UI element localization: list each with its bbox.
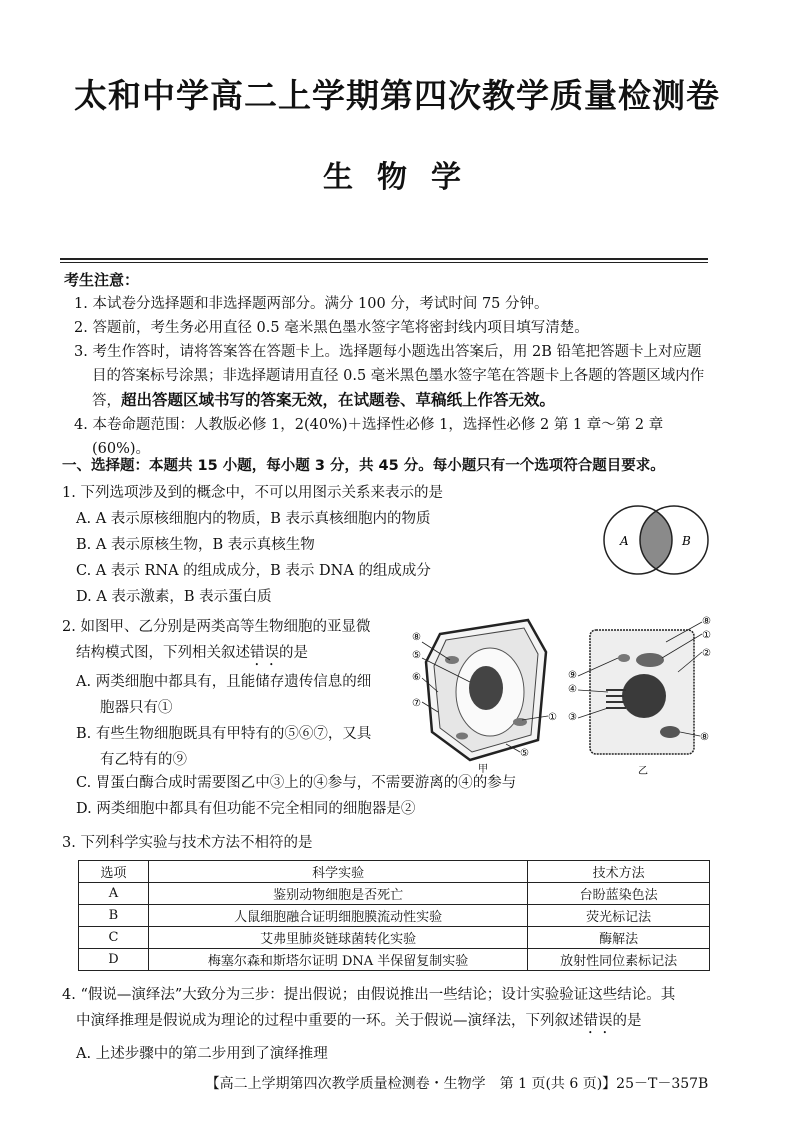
fig-yi-caption: 乙 [638, 766, 648, 777]
animal-cell-diagram [566, 612, 716, 778]
exam-subject: 生物学 [323, 160, 485, 195]
q2-option-b-line1: B. 有些生物细胞既具有甲特有的⑤⑥⑦，又具 [76, 726, 372, 742]
q2-option-a-line2: 胞器只有① [100, 700, 173, 716]
table-header-row [79, 861, 710, 883]
table-cell: B [79, 905, 149, 927]
question-4 [62, 982, 730, 1067]
header-rule-thick [60, 258, 708, 260]
header-rule-thin [60, 262, 708, 263]
organelle [618, 654, 630, 662]
nucleus [469, 666, 503, 710]
table-cell: 酶解法 [528, 927, 710, 949]
q4-line2-end: 的是 [612, 1013, 642, 1029]
candidate-notice [64, 268, 714, 461]
q1-option-b: B. A 表示原核生物，B 表示真核生物 [76, 537, 315, 553]
yi-label: ⑧ [702, 616, 711, 627]
venn-label-a: A [620, 534, 629, 548]
q1-option-d: D. A 表示激素，B 表示蛋白质 [76, 589, 272, 605]
notice-item-3-emphasis: 超出答题区域书写的答案无效，在试题卷、草稿纸上作答无效。 [121, 391, 556, 409]
q1-option-a: A. A 表示原核细胞内的物质，B 表示真核细胞内的物质 [76, 511, 431, 527]
jia-label: ⑦ [412, 698, 421, 709]
table-cell: 艾弗里肺炎链球菌转化实验 [148, 927, 527, 949]
q4-option-a: A. 上述步骤中的第二步用到了演绎推理 [76, 1046, 328, 1062]
notice-item-3 [64, 340, 714, 413]
table-cell: C [79, 927, 149, 949]
table-row [79, 927, 710, 949]
chloroplast [456, 733, 468, 740]
table-header: 科学实验 [148, 861, 527, 883]
yi-label: ⑧ [700, 732, 709, 743]
chloroplast [445, 656, 459, 664]
q2-stem-emphasis: 错误 [250, 645, 279, 661]
table-header: 选项 [79, 861, 149, 883]
table-cell: D [79, 949, 149, 971]
yi-label: ③ [568, 712, 577, 723]
notice-item-2: 2. 答题前，考生务必用直径 0.5 毫米黑色墨水签字笔将密封线内项目填写清楚。 [74, 320, 589, 336]
q2-stem-end: 的是 [279, 645, 308, 661]
q2-option-a-line1: A. 两类细胞中都具有，且能储存遗传信息的细 [76, 674, 372, 690]
table-cell: 台盼蓝染色法 [528, 883, 710, 905]
jia-label: ⑧ [412, 632, 421, 643]
fig-jia-caption: 甲 [478, 764, 488, 774]
q4-line2-emphasis: 错误 [583, 1013, 613, 1029]
q2-option-c: C. 胃蛋白酶合成时需要图乙中③上的④参与，不需要游离的④的参与 [76, 775, 517, 791]
animal-nucleus [622, 674, 666, 718]
venn-label-b: B [682, 534, 691, 548]
section-heading-choice: 一、选择题：本题共 15 小题，每小题 3 分，共 45 分。每小题只有一个选项符合题目要求。 [62, 458, 665, 474]
table-row [79, 949, 710, 971]
yi-label: ① [702, 630, 711, 641]
jia-label: ⑤ [412, 650, 421, 661]
jia-label: ⑤ [520, 748, 529, 759]
question-2 [62, 614, 422, 773]
q3-stem: 3. 下列科学实验与技术方法不相符的是 [62, 835, 313, 851]
q4-line1: 4. “假说—演绎法”大致分为三步：提出假说；由假说推出一些结论；设计实验验证这些结论。其 [62, 987, 676, 1003]
table-cell: 荧光标记法 [528, 905, 710, 927]
table-row [79, 883, 710, 905]
q3-table [78, 860, 710, 971]
jia-label: ⑥ [412, 672, 421, 683]
golgi [660, 726, 680, 738]
q4-line2 [62, 1008, 730, 1037]
notice-heading: 考生注意： [64, 271, 140, 289]
q1-stem: 1. 下列选项涉及到的概念中，不可以用图示关系来表示的是 [62, 485, 443, 501]
yi-label: ⑨ [568, 670, 577, 681]
table-header: 技术方法 [528, 861, 710, 883]
q2-option-d: D. 两类细胞中都具有但功能不完全相同的细胞器是② [76, 801, 416, 817]
q1-option-c: C. A 表示 RNA 的组成成分，B 表示 DNA 的组成成分 [76, 563, 431, 579]
plant-cell-diagram [410, 612, 560, 774]
table-cell: 人鼠细胞融合证明细胞膜流动性实验 [148, 905, 527, 927]
table-cell: 梅塞尔森和斯塔尔证明 DNA 半保留复制实验 [148, 949, 527, 971]
question-1 [62, 480, 582, 610]
question-3 [62, 830, 712, 856]
venn-diagram [600, 503, 712, 577]
exam-title: 太和中学高二上学期第四次教学质量检测卷 [74, 76, 720, 115]
q2-option-b-line2: 有乙特有的⑨ [100, 752, 187, 768]
yi-label: ② [702, 648, 711, 659]
q2-stem-text: 结构模式图，下列相关叙述 [76, 645, 250, 661]
yi-label: ④ [568, 684, 577, 695]
notice-item-1: 1. 本试卷分选择题和非选择题两部分。满分 100 分，考试时间 75 分钟。 [74, 296, 549, 312]
q4-line2-text: 中演绎推理是假说成为理论的过程中重要的一环。关于假说—演绎法，下列叙述 [76, 1013, 584, 1029]
q2-stem-line2 [62, 640, 422, 669]
jia-label: ① [548, 712, 557, 723]
notice-item-4: 4. 本卷命题范围：人教版必修 1，2(40%)＋选择性必修 1，选择性必修 2 第 1 章～第 2 章(60%)。 [74, 417, 664, 457]
page-footer: 【高二上学期第四次教学质量检测卷・生物学 第 1 页(共 6 页)】25－T－357B [205, 1076, 709, 1092]
mitochondrion [636, 653, 664, 667]
table-cell: 放射性同位素标记法 [528, 949, 710, 971]
table-cell: A [79, 883, 149, 905]
table-row [79, 905, 710, 927]
notice-item-3-text: 3. 考生作答时，请将答案答在答题卡上。选择题每小题选出答案后，用 2B 铅笔把答题卡上对应题目的答案标号涂黑；非选择题请用直径 0.5 毫米黑色墨水签字笔在答题卡上各题的答题区域内作答， [74, 344, 705, 409]
table-cell: 鉴别动物细胞是否死亡 [148, 883, 527, 905]
q2-stem-line1: 2. 如图甲、乙分别是两类高等生物细胞的亚显微 [62, 619, 371, 635]
